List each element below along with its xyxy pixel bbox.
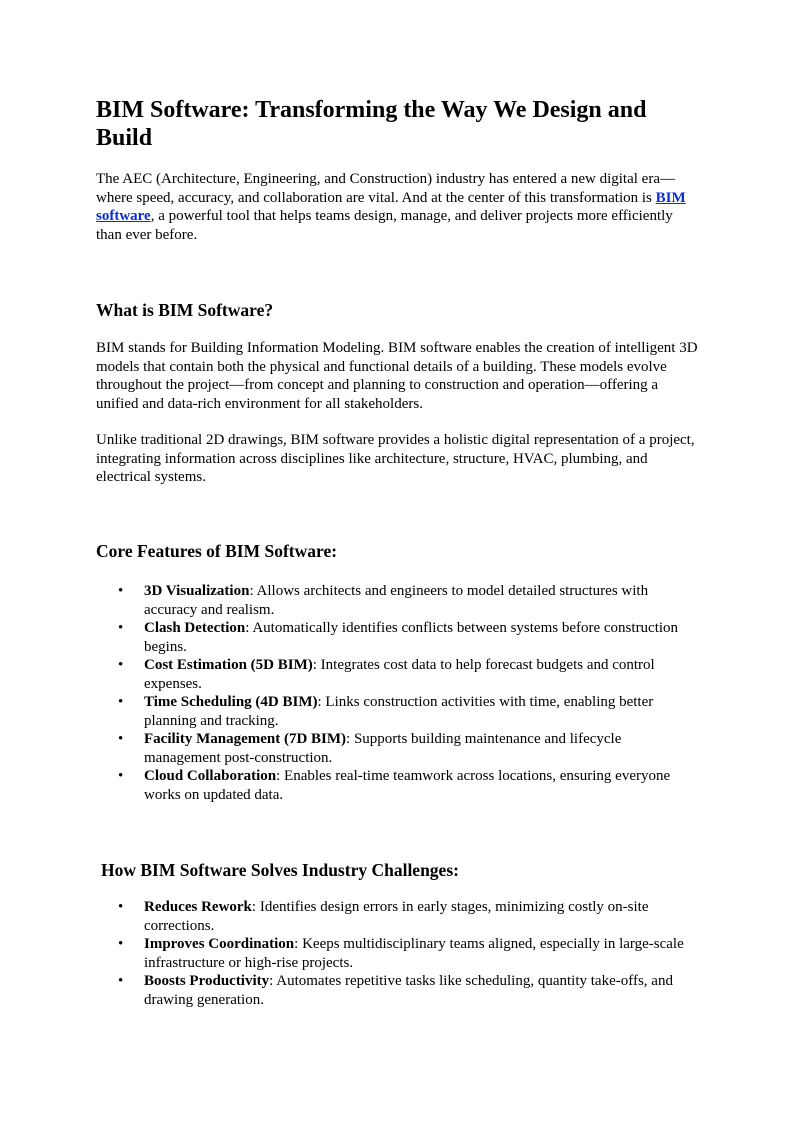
challenge-item [96,898,700,935]
core-features-list [96,582,700,804]
feature-item-term: Cost Estimation (5D BIM) [144,657,313,673]
feature-item [96,730,700,767]
bullet-icon: • [118,583,124,599]
feature-item-text: : Automatically identifies conflicts between systems before construction begins. [144,620,679,655]
intro-text-before: The AEC (Architecture, Engineering, and Construction) industry has entered a new digital era—where speed, accuracy, and collaboration are vital. And at the center of this transformation is [96,171,675,206]
intro-paragraph [96,170,700,244]
industry-challenges-list [96,898,700,1009]
feature-item-text: : Integrates cost data to help forecast budgets and control expenses. [144,657,655,692]
bullet-icon: • [118,620,124,636]
feature-item-term: Cloud Collaboration [144,768,277,784]
bullet-icon: • [118,731,124,747]
feature-item [96,619,700,656]
feature-item [96,582,700,619]
feature-item-term: Clash Detection [144,620,246,636]
bullet-icon: • [118,657,124,673]
bullet-icon: • [118,694,124,710]
feature-item [96,767,700,804]
page-title: BIM Software: Transforming the Way We Design and Build [96,97,647,151]
feature-item-term: Facility Management (7D BIM) [144,731,347,747]
bullet-icon: • [118,768,124,784]
bullet-icon: • [118,973,124,989]
challenge-item-term: Improves Coordination [144,936,295,952]
bullet-icon: • [118,899,124,915]
feature-item-text: : Links construction activities with time, enabling better planning and tracking. [144,694,654,729]
feature-item [96,656,700,693]
challenge-item [96,972,700,1009]
feature-item-text: : Allows architects and engineers to model detailed structures with accuracy and realism. [144,583,649,618]
section-heading-core-features: Core Features of BIM Software: [96,541,338,561]
intro-text-after: , a powerful tool that helps teams design, manage, and deliver projects more efficiently than ever before. [96,208,673,243]
what-is-bim-paragraph-1: BIM stands for Building Information Modeling. BIM software enables the creation of intelligent 3D models that contain both the physical and functional details of a building. These models evolve throughout the project—from concept and planning to construction and operation—offering a unified and data-rich environment for all stakeholders. [96,340,698,412]
challenge-item-term: Boosts Productivity [144,973,270,989]
feature-item-text: : Supports building maintenance and lifecycle management post-construction. [144,731,622,766]
bullet-icon: • [118,936,124,952]
feature-item-term: 3D Visualization [144,583,250,599]
challenge-item-term: Reduces Rework [144,899,252,915]
challenge-item-text: : Identifies design errors in early stages, minimizing costly on-site corrections. [144,899,649,934]
bim-software-link[interactable]: BIM software [96,189,686,224]
feature-item-text: : Enables real-time teamwork across locations, ensuring everyone works on updated data. [144,768,671,803]
challenge-item [96,935,700,972]
challenge-item-text: : Automates repetitive tasks like scheduling, quantity take-offs, and drawing generation. [144,973,673,1008]
feature-item-term: Time Scheduling (4D BIM) [144,694,318,710]
challenge-item-text: : Keeps multidisciplinary teams aligned, especially in large-scale infrastructure or high-rise projects. [144,936,684,971]
section-heading-industry-challenges: How BIM Software Solves Industry Challenges: [101,860,459,880]
feature-item [96,693,700,730]
what-is-bim-paragraph-2: Unlike traditional 2D drawings, BIM software provides a holistic digital representation of a project, integrating information across disciplines like architecture, structure, HVAC, plumbing, and electrical systems. [96,432,695,485]
section-heading-what-is-bim: What is BIM Software? [96,300,274,320]
